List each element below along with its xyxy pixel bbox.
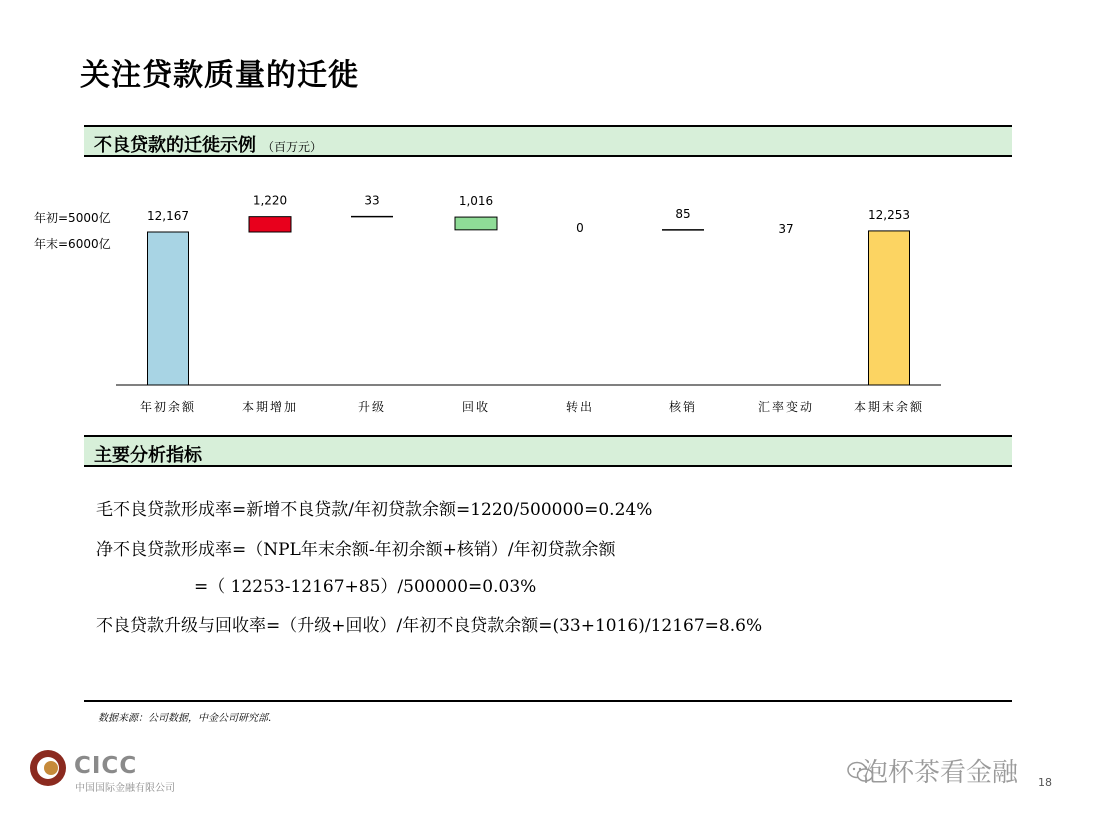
section-unit: （百万元） xyxy=(262,140,323,154)
value-label: 1,220 xyxy=(252,193,288,208)
value-label: 12,253 xyxy=(868,207,910,222)
value-label: 37 xyxy=(778,221,794,236)
category-label: 回收 xyxy=(461,400,491,414)
bar-本期末余额 xyxy=(869,231,910,385)
cicc-logo-icon xyxy=(28,748,68,788)
bar-本期增加 xyxy=(249,217,291,232)
section-title xyxy=(94,131,322,157)
chart-annotation: 年初=5000亿 xyxy=(34,211,111,225)
logo-subtitle: 中国国际金融有限公司 xyxy=(75,783,175,794)
formula-upgrade-recovery-rate: 不良贷款升级与回收率=（升级+回收）/年初不良贷款余额=(33+1016)/12167=8.6% xyxy=(96,616,763,636)
value-label: 1,016 xyxy=(458,194,494,209)
category-label: 升级 xyxy=(357,400,387,414)
value-label: 0 xyxy=(576,220,584,235)
source-divider xyxy=(84,700,1012,702)
value-label: 33 xyxy=(364,193,380,208)
category-label: 转出 xyxy=(565,400,595,414)
category-label: 核销 xyxy=(668,400,698,414)
category-label: 本期末余额 xyxy=(853,400,925,414)
value-label: 85 xyxy=(675,206,691,221)
chart-annotation: 年末=6000亿 xyxy=(34,237,111,251)
source-note: 数据来源：公司数据，中金公司研究部. xyxy=(98,713,272,724)
section-header-npl-migration xyxy=(84,125,1012,157)
waterfall-chart xyxy=(0,160,1102,430)
formula-net-npl-rate-calc: =（ 12253-12167+85）/500000=0.03% xyxy=(194,577,537,597)
formula-gross-npl-rate: 毛不良贷款形成率=新增不良贷款/年初贷款余额=1220/500000=0.24% xyxy=(96,500,653,520)
category-label: 本期增加 xyxy=(241,400,299,414)
section-title-text: 不良贷款的迁徙示例 xyxy=(94,135,256,156)
bar-回收 xyxy=(455,217,497,230)
watermark-text: 泡杯茶看金融 xyxy=(862,758,1019,788)
category-label: 汇率变动 xyxy=(757,400,815,414)
page-number: 18 xyxy=(1038,776,1052,789)
section-title-indicators: 主要分析指标 xyxy=(94,445,202,466)
page-title: 关注贷款质量的迁徙 xyxy=(80,58,359,93)
formula-net-npl-rate: 净不良贷款形成率=（NPL年末余额-年初余额+核销）/年初贷款余额 xyxy=(96,540,616,560)
bar-年初余额 xyxy=(148,232,189,385)
section-header-key-indicators xyxy=(84,435,1012,467)
logo-wordmark: CICC xyxy=(74,753,138,779)
category-label: 年初余额 xyxy=(139,400,197,414)
value-label: 12,167 xyxy=(147,209,189,223)
